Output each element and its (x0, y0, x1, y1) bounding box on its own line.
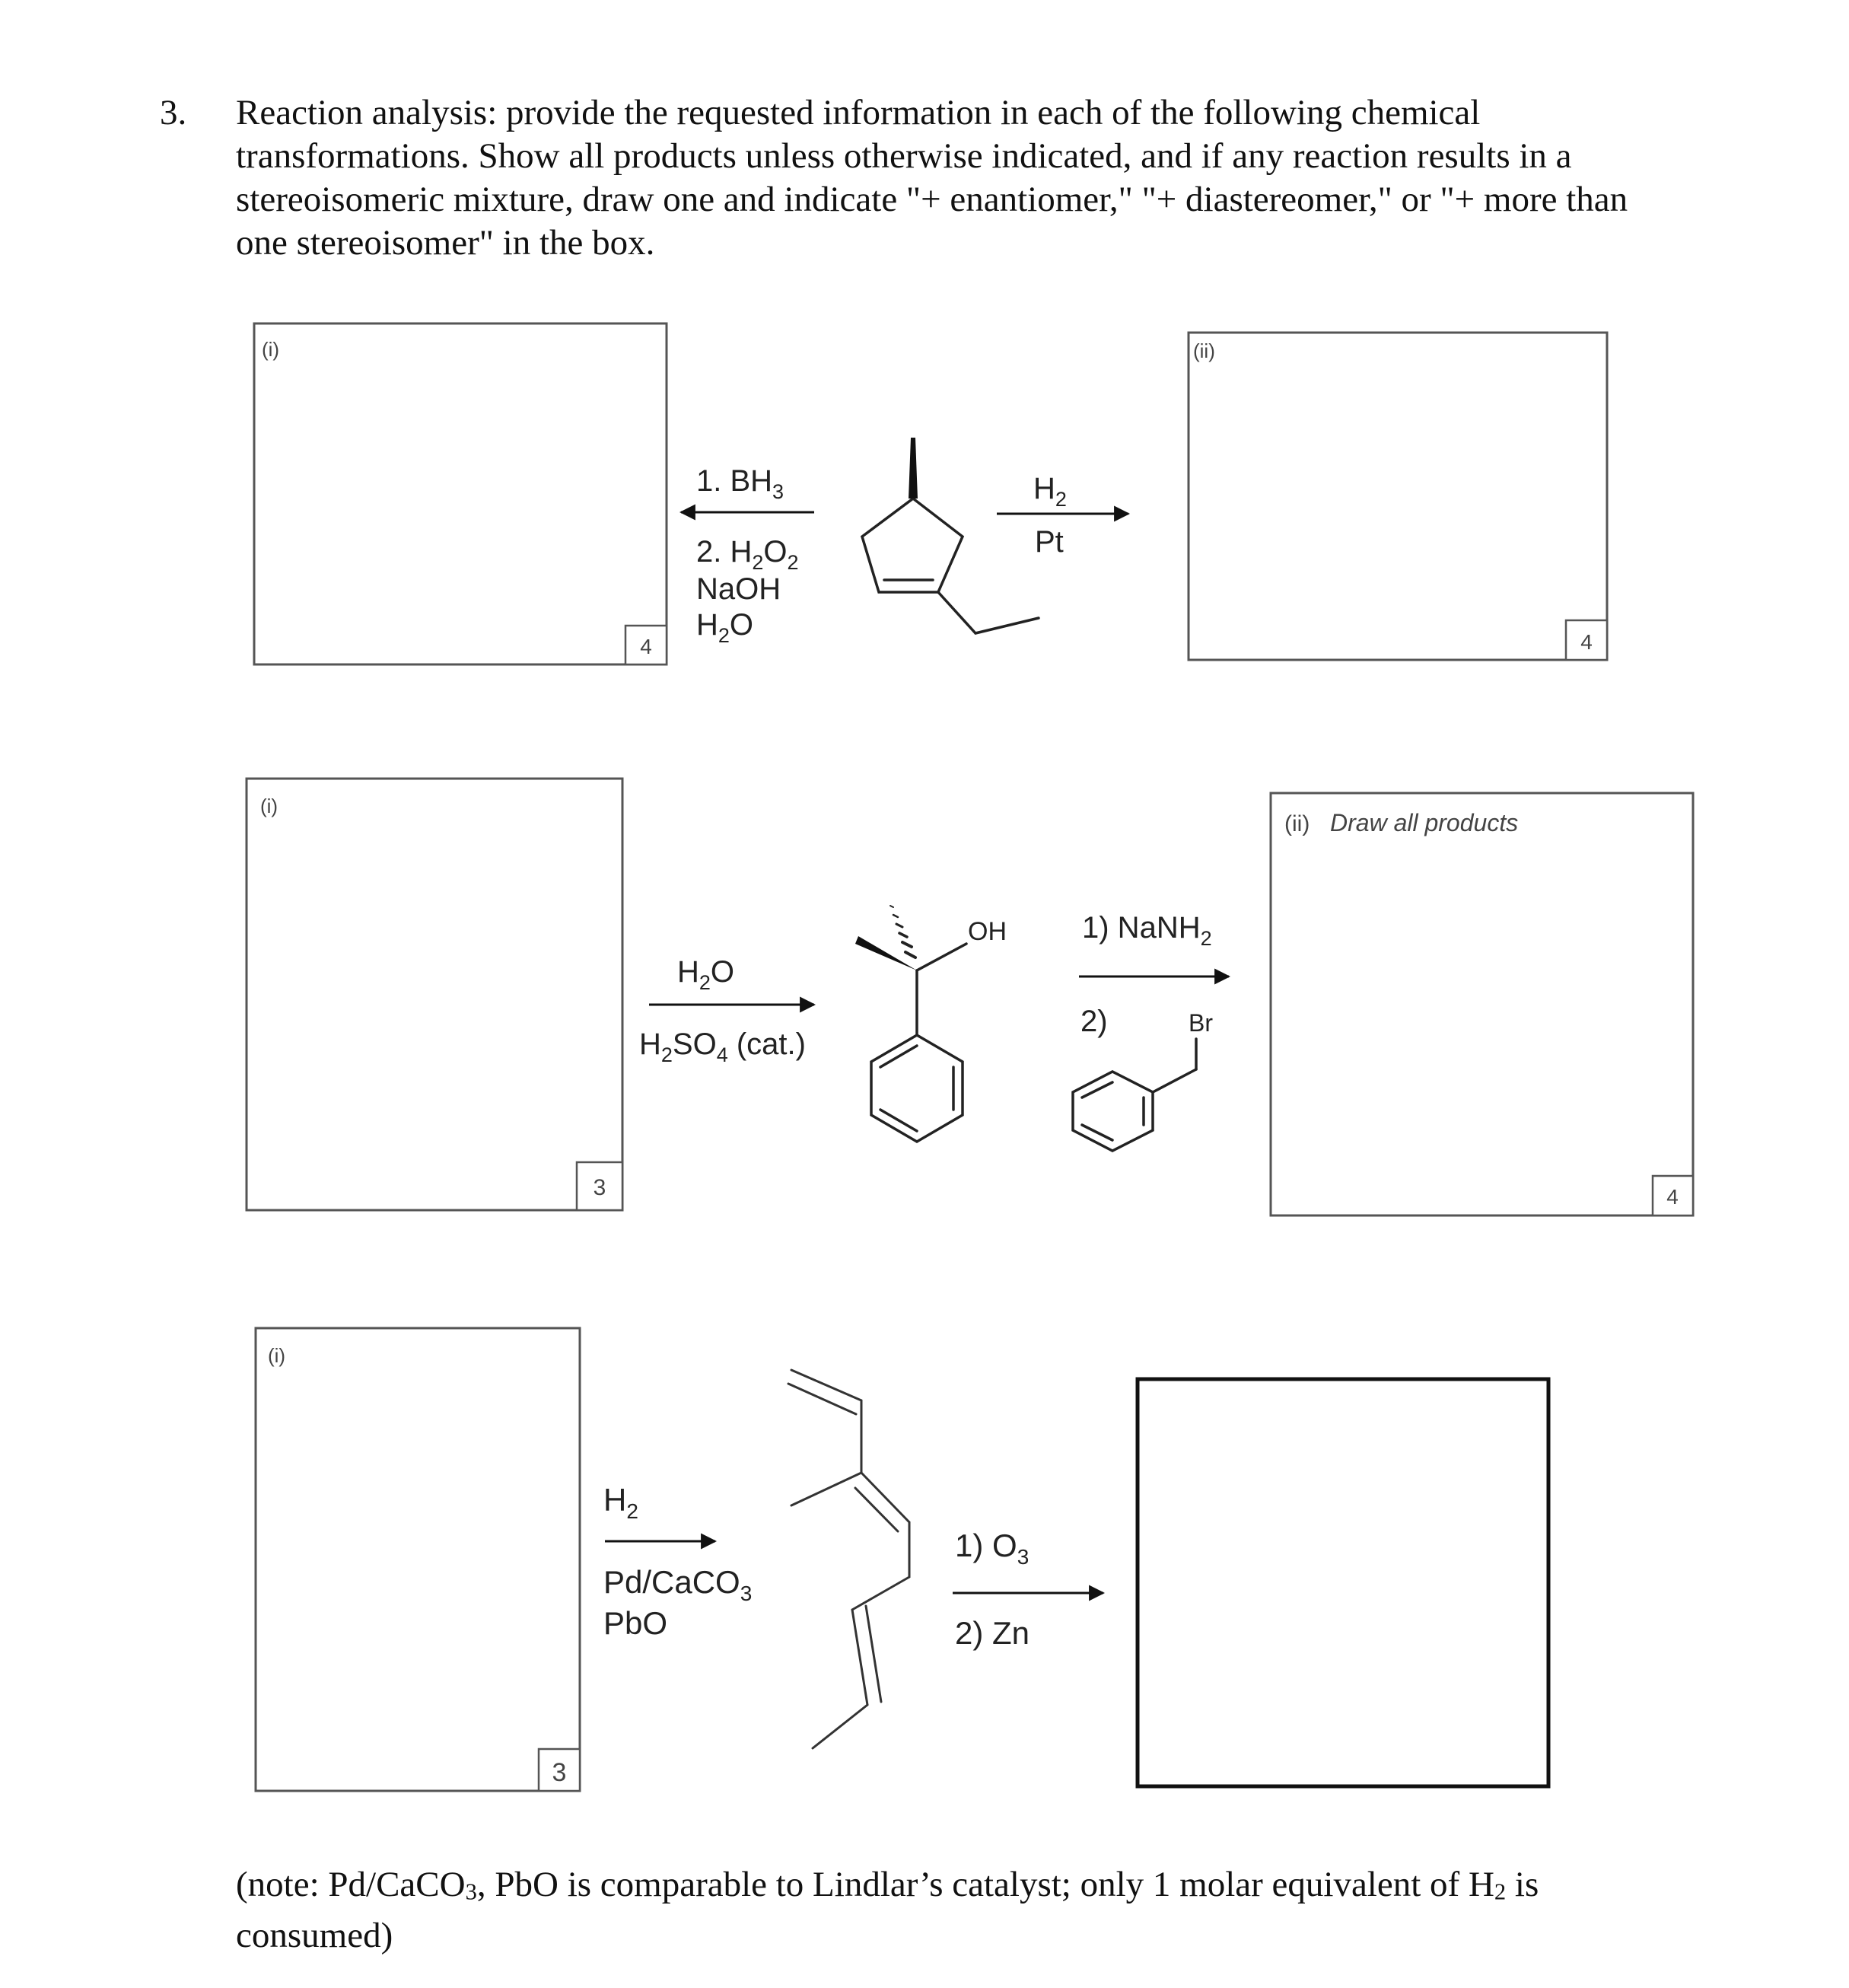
note-part-2: , PbO is comparable to Lindlar’s catalyst; only 1 molar equivalent of H (476, 1865, 1494, 1904)
reagent-2-left-top: $H_2O$ (677, 955, 735, 994)
reagent-1-step2: 2. $H_2O_2$ (696, 535, 799, 574)
points-1-ii: 4 (1580, 630, 1593, 654)
reagent-3-step1: 1) $O_3$ (955, 1528, 1030, 1569)
answer-box-3-i[interactable] (256, 1328, 580, 1791)
reagent-1-step4: $H_2O$ (696, 608, 754, 647)
box-label-1-ii: (ii) (1193, 339, 1215, 362)
reagent-3-left-bottom: PbO (603, 1605, 668, 1641)
answer-box-2-i[interactable] (247, 779, 622, 1210)
note-part-1: (note: Pd/CaCO (236, 1865, 466, 1904)
footnote (236, 1863, 1704, 1958)
box-label-2-ii: (ii) (1284, 811, 1310, 836)
box-caption-2-ii: Draw all products (1330, 809, 1519, 836)
note-sub-1: 3 (465, 1878, 477, 1905)
benzyl-bromide-structure (1073, 1039, 1196, 1151)
hydroxyl-label: OH (968, 917, 1007, 946)
box-label-2-i: (i) (260, 795, 278, 817)
reagent-1-right-top: $H_2$ (1033, 472, 1067, 511)
answer-box-2-ii[interactable] (1271, 793, 1693, 1215)
substrate-1-methyl-ethylcyclopentene (862, 438, 1039, 633)
reagent-2-left-bottom: $H_2SO_4$ (cat.) (639, 1027, 806, 1066)
reagent-1-right-bottom: Pt (1035, 525, 1064, 559)
reagent-2-step1: 1) NaNH$_2$ (1082, 911, 1212, 950)
reagent-1-step1: 1. $BH_3$ (696, 464, 784, 503)
answer-box-1-ii[interactable] (1189, 333, 1607, 660)
box-label-1-i: (i) (262, 338, 280, 361)
reagent-1-step3: NaOH (696, 572, 781, 606)
points-2-ii: 4 (1666, 1185, 1679, 1209)
reagent-3-left-mid: Pd/CaCO$_3$ (603, 1564, 753, 1605)
reagent-3-left-top: $H_2$ (603, 1482, 638, 1523)
question-text: Reaction analysis: provide the requested information in each of the following chemical transformations. Show all products unless otherwise indicated, and if any reaction results in a stereoisomeric mixture, draw one and indicate "+ enantiomer," "+ diastereomer," or "+ more than one stereoisomer" in the box. (236, 93, 1628, 263)
note-part-3: is consumed) (236, 1865, 1539, 1955)
answer-box-1-i[interactable] (254, 323, 667, 664)
box-label-3-i: (i) (268, 1344, 286, 1367)
bromine-label: Br (1189, 1009, 1213, 1037)
substrate-2-phenyl-alcohol (855, 906, 966, 1142)
points-3-i: 3 (552, 1758, 567, 1787)
answer-box-3-ii[interactable] (1138, 1379, 1548, 1786)
question-number: 3. (160, 93, 187, 132)
points-2-i: 3 (593, 1175, 606, 1200)
note-sub-2: 2 (1494, 1878, 1507, 1905)
points-1-i: 4 (640, 635, 652, 658)
reagent-2-step2: 2) (1080, 1005, 1108, 1038)
reagent-3-step2: 2) Zn (955, 1615, 1030, 1651)
substrate-3-triene (788, 1370, 909, 1748)
